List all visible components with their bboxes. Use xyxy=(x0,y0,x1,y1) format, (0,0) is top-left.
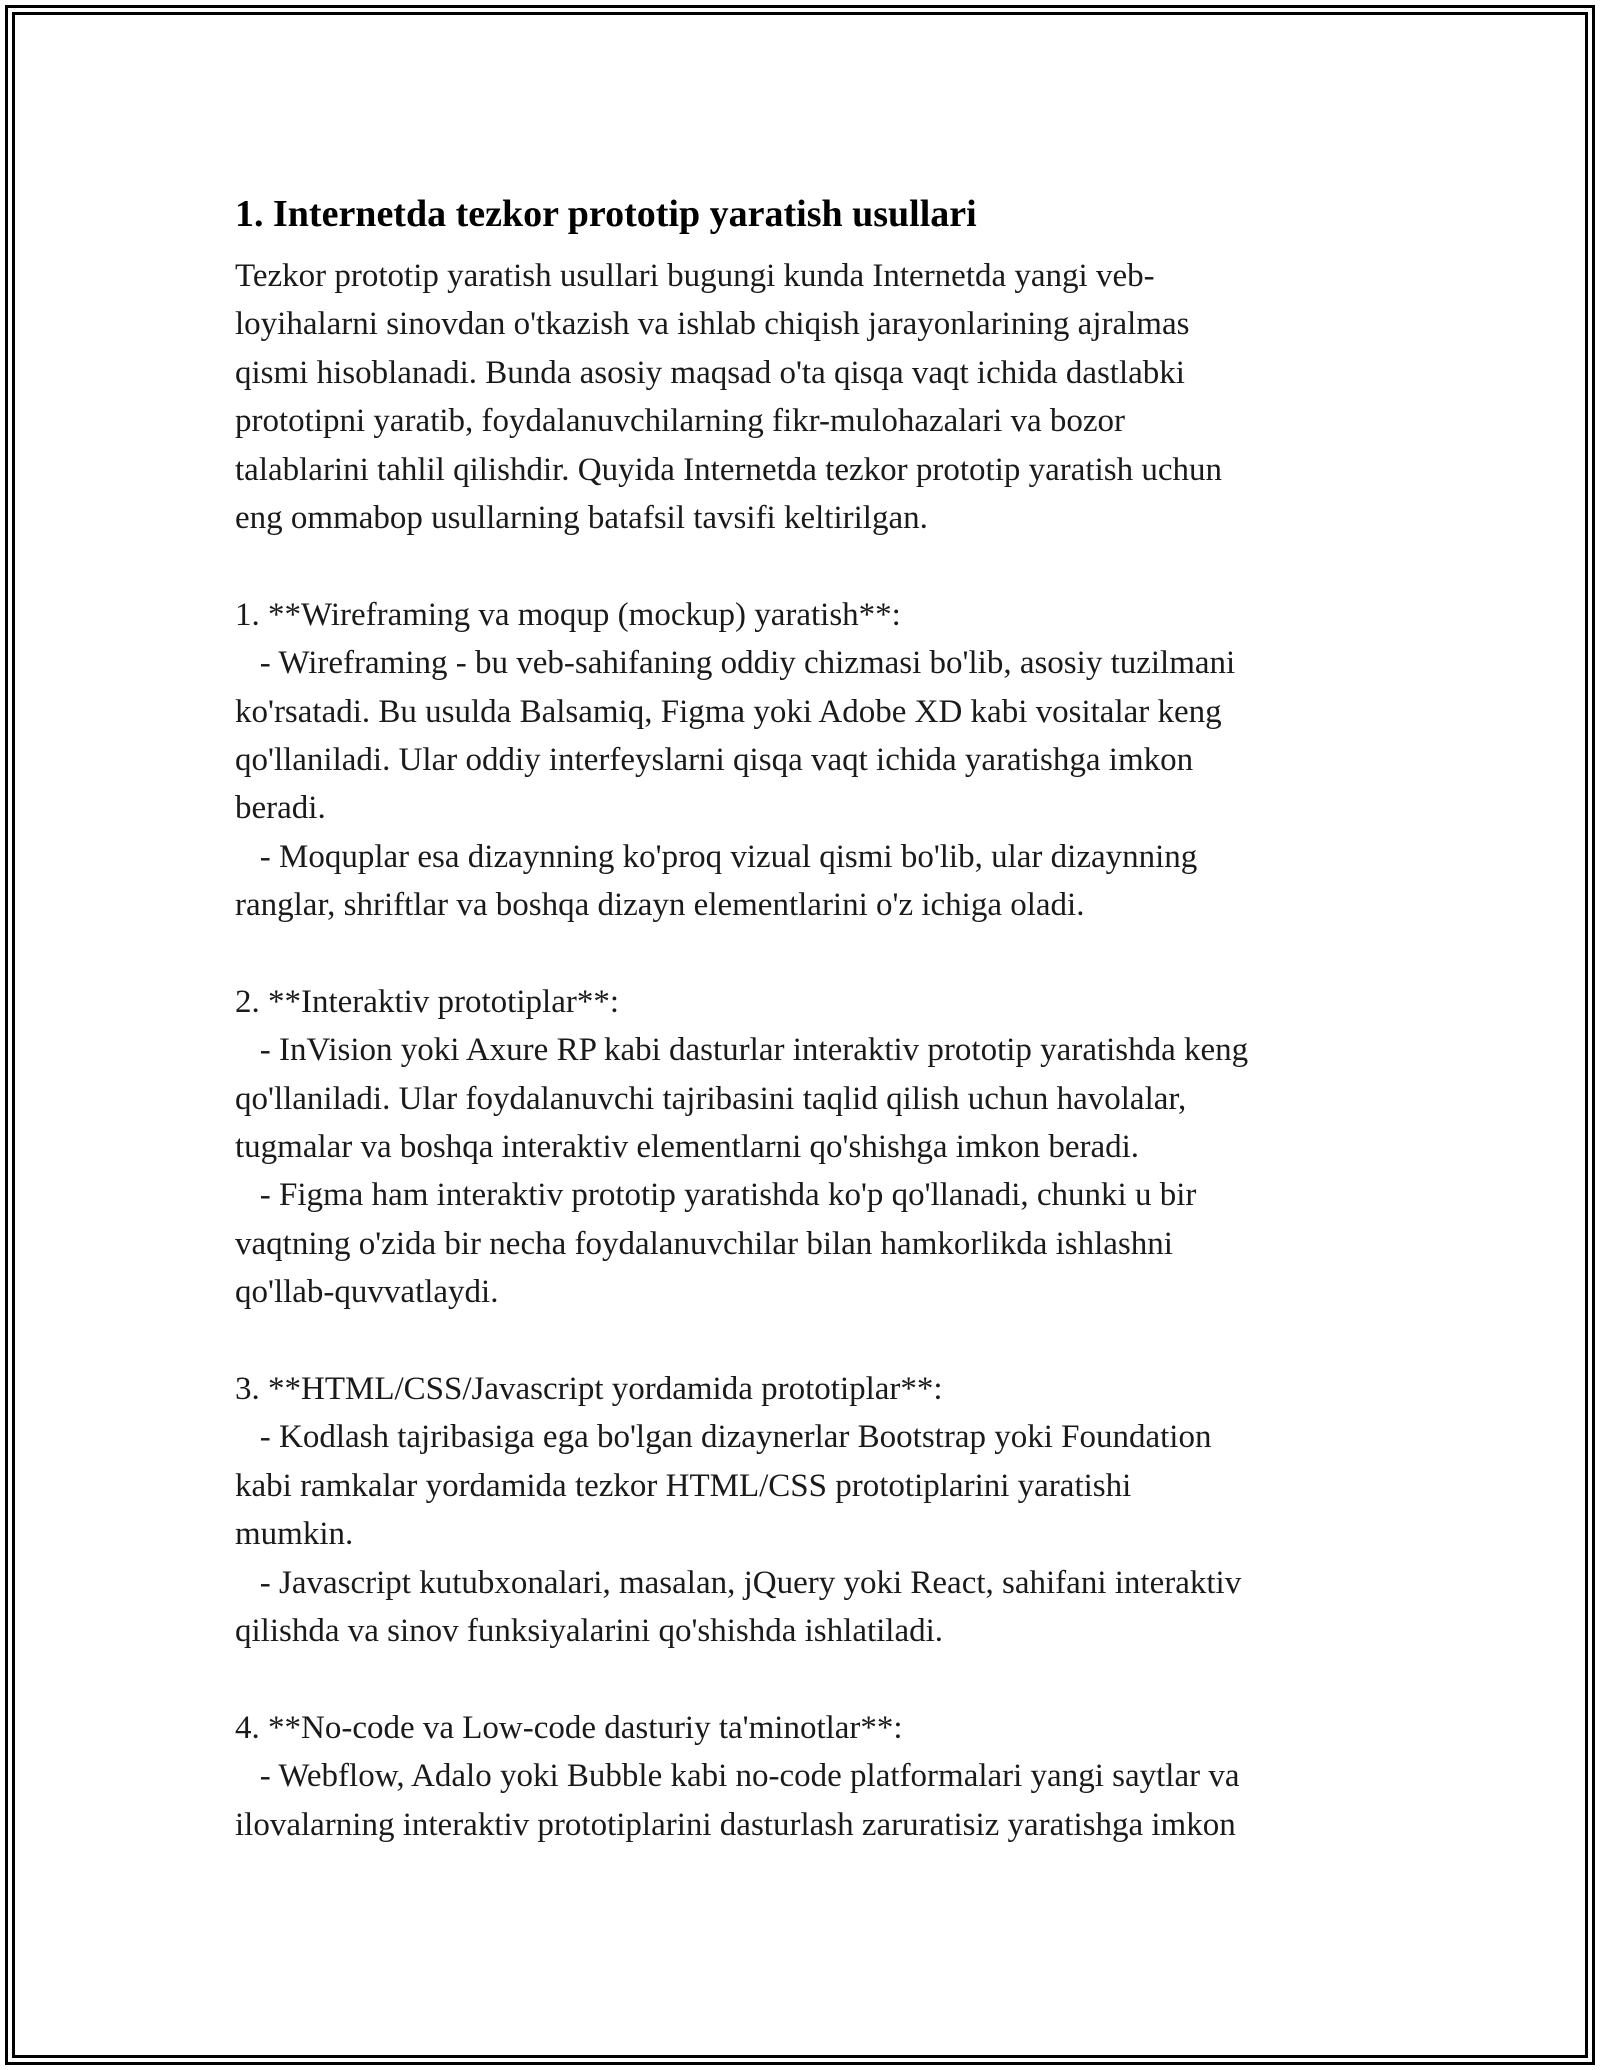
blank-line xyxy=(235,542,1365,590)
text-line: - Webflow, Adalo yoki Bubble kabi no-code platformalari yangi saytlar va xyxy=(235,1758,1240,1795)
text-line: kabi ramkalar yordamida tezkor HTML/CSS prototiplarini yaratishi xyxy=(235,1467,1132,1504)
text-line: ranglar, shriftlar va boshqa dizayn elementlarini o'z ichiga oladi. xyxy=(235,887,1085,924)
text-line: Tezkor prototip yaratish usullari bugungi kunda Internetda yangi veb- xyxy=(235,258,1155,294)
text-line: - Javascript kutubxonalari, masalan, jQuery yoki React, sahifani interaktiv xyxy=(235,1564,1242,1601)
text-line: tugmalar va boshqa interaktiv elementlarni qo'shishga imkon beradi. xyxy=(235,1129,1140,1166)
text-line: 2. **Interaktiv prototiplar**: xyxy=(235,983,619,1020)
text-line: 4. **No-code va Low-code dasturiy ta'minotlar**: xyxy=(235,1709,903,1746)
text-line: qo'llaniladi. Ular oddiy interfeyslarni qisqa vaqt ichida yaratishga imkon xyxy=(235,741,1194,778)
text-line: qo'llab-quvvatlaydi. xyxy=(235,1274,499,1311)
text-line: loyihalarni sinovdan o'tkazish va ishlab chiqish jarayonlarining ajralmas xyxy=(235,306,1190,343)
text-line: - InVision yoki Axure RP kabi dasturlar interaktiv prototip yaratishda keng xyxy=(235,1032,1249,1069)
page-title: 1. Internetda tezkor prototip yaratish usullari xyxy=(235,193,977,235)
text-line: ilovalarning interaktiv prototiplarini dasturlash zaruratisiz yaratishga imkon xyxy=(235,1806,1236,1843)
text-line: qilishda va sinov funksiyalarini qo'shishda ishlatiladi. xyxy=(235,1612,944,1649)
text-line: vaqtning o'zida bir necha foydalanuvchilar bilan hamkorlikda ishlashni xyxy=(235,1225,1173,1262)
text-line: - Wireframing - bu veb-sahifaning oddiy chizmasi bo'lib, asosiy tuzilmani xyxy=(235,645,1236,682)
text-line: ko'rsatadi. Bu usulda Balsamiq, Figma yoki Adobe XD kabi vositalar keng xyxy=(235,693,1222,730)
text-line: - Moquplar esa dizaynning ko'proq vizual qismi bo'lib, ular dizaynning xyxy=(235,838,1198,875)
text-line: mumkin. xyxy=(235,1516,354,1553)
text-line: prototipni yaratib, foydalanuvchilarning fikr-mulohazalari va bozor xyxy=(235,403,1126,440)
text-line: qo'llaniladi. Ular foydalanuvchi tajribasini taqlid qilish uchun havolalar, xyxy=(235,1080,1187,1117)
text-line: 1. **Wireframing va moqup (mockup) yaratish**: xyxy=(235,596,901,633)
text-line: qismi hisoblanadi. Bunda asosiy maqsad o'ta qisqa vaqt ichida dastlabki xyxy=(235,354,1185,391)
blank-line xyxy=(235,1655,1365,1703)
blank-line xyxy=(235,929,1365,977)
text-line: talablarini tahlil qilishdir. Quyida Internetda tezkor prototip yaratish uchun xyxy=(235,451,1222,488)
text-line: eng ommabop usullarning batafsil tavsifi keltirilgan. xyxy=(235,499,928,536)
text-line: 3. **HTML/CSS/Javascript yordamida prototiplar**: xyxy=(235,1370,943,1407)
text-line: - Figma ham interaktiv prototip yaratishda ko'p qo'llanadi, chunki u bir xyxy=(235,1177,1197,1214)
blank-line xyxy=(235,1317,1365,1365)
text-line: - Kodlash tajribasiga ega bo'lgan dizaynerlar Bootstrap yoki Foundation xyxy=(235,1419,1212,1456)
text-lines xyxy=(235,252,1365,1849)
document-body xyxy=(235,186,1365,1849)
text-line: beradi. xyxy=(235,790,326,827)
